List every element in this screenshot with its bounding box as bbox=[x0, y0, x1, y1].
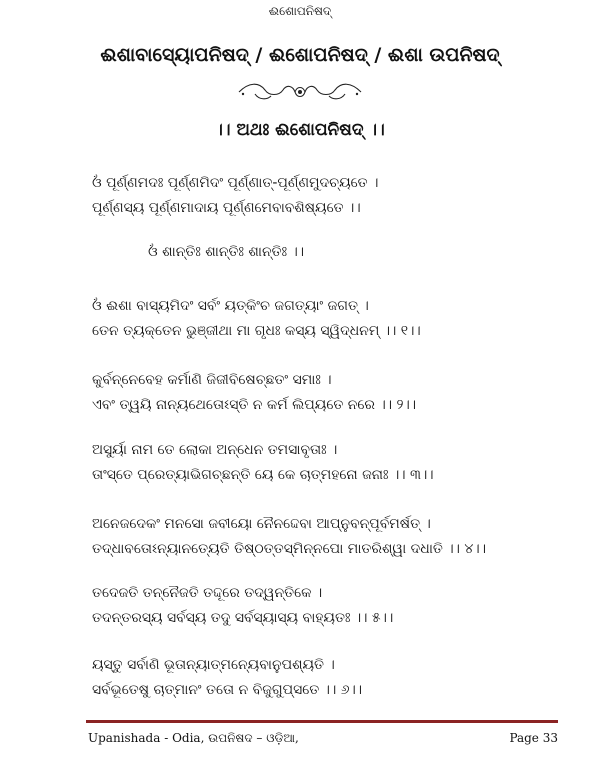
verse-line: ସର୍ବଭୂତେଷୁ ଚାତ୍ମାନଂ ତତୋ ନ ବିଜୁଗୁପ୍ସତେ ।। ୬।। bbox=[92, 682, 363, 698]
verse-line: କୁର୍ବନ୍ନେବେହ କର୍ମାଣି ଜିଜୀବିଷେଚ୍ଛତଂ ସମାଃ । bbox=[92, 372, 332, 388]
verse-line: ଓଁ ଈଶା ବାସ୍ୟମିଦଂ ସର୍ବଂ ୟତ୍କିଂଚ ଜଗତ୍ୟାଂ ଜଗତ୍ । bbox=[92, 298, 369, 314]
verse-line: ତାଂସ୍ତେ ପ୍ରେତ୍ୟାଭିଗଚ୍ଛନ୍ତି ୟେ କେ ଚାତ୍ମହନୋ ଜନାଃ ।। ୩।। bbox=[92, 467, 434, 483]
footer-divider bbox=[86, 720, 558, 723]
verse-line: ତଦନ୍ତରସ୍ୟ ସର୍ବସ୍ୟ ତଦୁ ସର୍ବସ୍ୟାସ୍ୟ ବାହ୍ୟତଃ ।। ୫।। bbox=[92, 610, 394, 626]
shanti-line: ଓଁ ଶାନ୍ତିଃ ଶାନ୍ତିଃ ଶାନ୍ତିଃ ।। bbox=[148, 244, 305, 260]
verse-line: ଅନେଜଦେକଂ ମନସୋ ଜବୀୟୋ ନୈନଦ୍ଦେବା ଆପ୍ନୁବନ୍ପୂର୍ବମର୍ଷତ୍ । bbox=[92, 516, 431, 532]
running-header: ଈଶୋପନିଷଦ୍ bbox=[268, 4, 332, 18]
section-title: ।। ଅଥଃ ଈଶୋପନିଷଦ୍ ।। bbox=[215, 120, 385, 140]
verse-line: ୟସ୍ତୁ ସର୍ବାଣି ଭୂତାନ୍ୟାତ୍ମନ୍ୟେବାନୁପଶ୍ୟତି । bbox=[92, 657, 335, 673]
verse-line: ତଦେଜତି ତନ୍ନୈଜତି ତଦ୍ଦୂରେ ତଦ୍ୱନ୍ତିକେ । bbox=[92, 585, 323, 601]
verse-line: ତେନ ତ୍ୟକ୍ତେନ ଭୁଞ୍ଜୀଥା ମା ଗୃଧଃ କସ୍ୟ ସ୍ୱିଦ୍ଧନମ୍ ।। ୧।। bbox=[92, 323, 421, 339]
verse-line: ପୂର୍ଣ୍ଣସ୍ୟ ପୂର୍ଣ୍ଣମାଦାୟ ପୂର୍ଣ୍ଣମେବାବଶିଷ୍ୟତେ ।। bbox=[92, 200, 361, 216]
page-number: Page 33 bbox=[509, 731, 558, 745]
verse-line: ତଦ୍ଧାବତୋଽନ୍ୟାନତ୍ୟେତି ତିଷ୍ଠତ୍ତସ୍ମିନ୍ନପୋ ମାତରିଶ୍ୱା ଦଧାତି ।। ୪।। bbox=[92, 541, 486, 557]
verse-line: ଅସୁର୍ୟା ନାମ ତେ ଲୋକା ଅନ୍ଧେନ ତମସାବୃତାଃ । bbox=[92, 442, 338, 458]
page-title: ଈଶାବାସ୍ୟୋପନିଷଦ୍ / ଈଶୋପନିଷଦ୍ / ଈଶା ଉପନିଷଦ୍ bbox=[100, 44, 500, 66]
verse-line: ଏବଂ ତ୍ୱୟି ନାନ୍ୟଥେତୋଽସ୍ତି ନ କର୍ମ ଲିପ୍ୟତେ ନରେ ।। ୨।। bbox=[92, 397, 417, 413]
footer-source: Upanishada - Odia, ଉପନିଷଦ – ଓଡ଼ିଆ, bbox=[88, 731, 299, 745]
verse-line: ଓଁ ପୂର୍ଣ୍ଣମଦଃ ପୂର୍ଣ୍ଣମିଦଂ ପୂର୍ଣ୍ଣାତ୍-ପୂର୍ଣ୍ଣମୁଦଚ୍ୟତେ । bbox=[92, 175, 379, 191]
decorative-divider-icon bbox=[235, 80, 365, 104]
